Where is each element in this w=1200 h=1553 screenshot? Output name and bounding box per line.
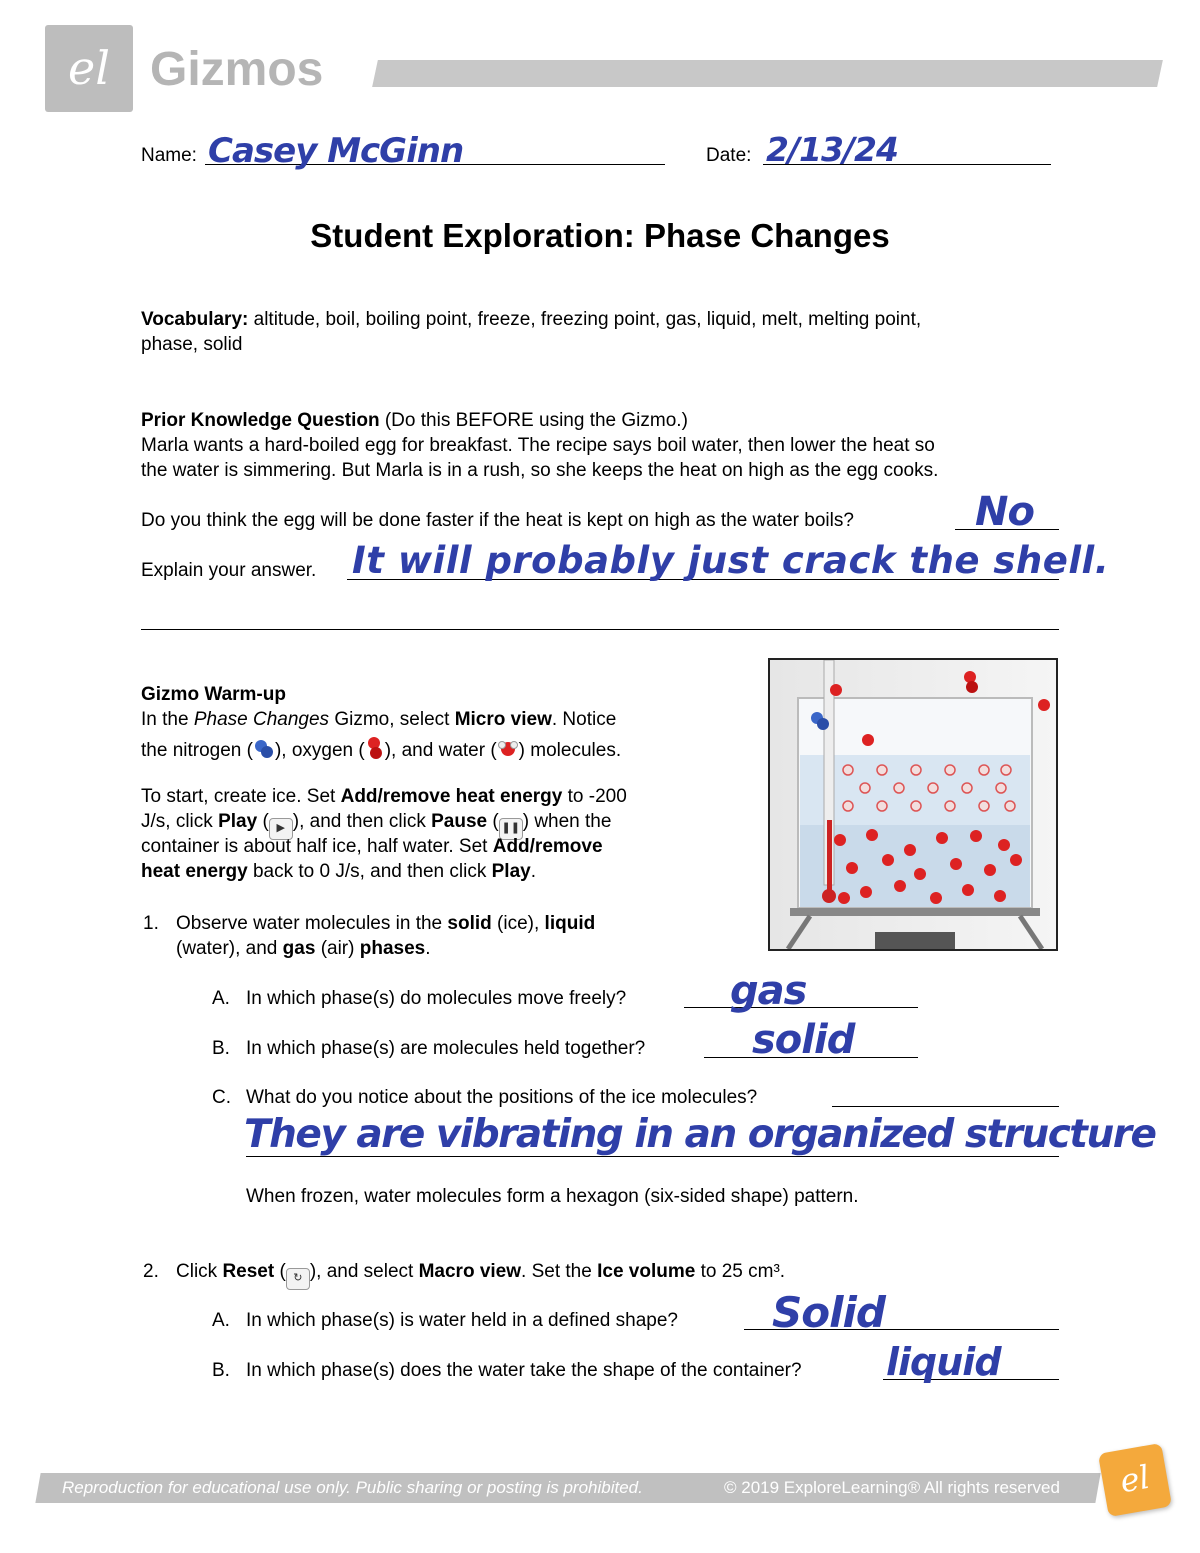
prior-line-2: the water is simmering. But Marla is in a rush, so she keeps the heat on high as the egg cooks. (141, 460, 939, 481)
oxygen-molecule-icon (365, 736, 385, 760)
vocabulary-line-1: Vocabulary: altitude, boil, boiling point, freeze, freezing point, gas, liquid, melt, melting point, (141, 309, 922, 330)
explain-label: Explain your answer. (141, 560, 317, 581)
q2-line-1: Click Reset ( ↻ ), and select Macro view. Set the Ice volume to 25 cm³. (176, 1261, 785, 1290)
pause-icon: ❚❚ (499, 818, 523, 840)
warmup-steps-line-1: To start, create ice. Set Add/remove heat energy to -200 (141, 786, 627, 807)
page-title: Student Exploration: Phase Changes (310, 217, 890, 254)
nitrogen-molecule-icon (253, 738, 275, 760)
header-bar (372, 60, 1163, 87)
beaker-scene (770, 660, 1056, 949)
q1a-answer: gas (730, 968, 807, 1014)
q2-number: 2. (143, 1261, 159, 1282)
warmup-steps-line-4: heat energy back to 0 J/s, and then click Play. (141, 861, 536, 882)
q1c-answer-line (832, 1106, 1059, 1107)
q2a-label: A. (212, 1310, 230, 1331)
logo-mark: el (68, 41, 110, 95)
gizmo-micro-view-image (768, 658, 1058, 951)
prior-heading: Prior Knowledge Question (Do this BEFORE using the Gizmo.) (141, 410, 688, 431)
name-value: Casey McGinn (208, 131, 464, 171)
footer-disclaimer: Reproduction for educational use only. Public sharing or posting is prohibited. (62, 1478, 643, 1497)
q1b-label: B. (212, 1038, 230, 1059)
warmup-steps-line-2: J/s, click Play ( ▶ ), and then click Pause ( ❚❚ ) when the (141, 811, 611, 840)
q1c-text: What do you notice about the positions of the ice molecules? (246, 1087, 758, 1108)
prior-question: Do you think the egg will be done faster if the heat is kept on high as the water boils? (141, 510, 854, 531)
q1a-text: In which phase(s) do molecules move freely? (246, 988, 627, 1009)
prior-line-1: Marla wants a hard-boiled egg for breakfast. The recipe says boil water, then lower the heat so (141, 435, 935, 456)
q2b-answer: liquid (886, 1340, 1001, 1384)
play-icon: ▶ (269, 818, 293, 840)
name-label: Name: (141, 145, 197, 166)
q2a-answer: Solid (772, 1288, 885, 1337)
q2b-text: In which phase(s) does the water take the shape of the container? (246, 1360, 802, 1381)
header-logo-box (45, 25, 133, 112)
footer-logo-mark: el (1117, 1457, 1153, 1501)
q1b-text: In which phase(s) are molecules held together? (246, 1038, 646, 1059)
reset-icon: ↻ (286, 1268, 310, 1290)
q1-number: 1. (143, 913, 159, 934)
date-label: Date: (706, 145, 752, 166)
warmup-heading: Gizmo Warm-up (141, 684, 286, 705)
brand-name: Gizmos (150, 43, 324, 96)
q1c-answer: They are vibrating in an organized structure (244, 1112, 1156, 1157)
q2b-label: B. (212, 1360, 230, 1381)
q2a-text: In which phase(s) is water held in a defined shape? (246, 1310, 678, 1331)
warmup-line-1: In the Phase Changes Gizmo, select Micro view. Notice (141, 709, 617, 730)
q1b-answer: solid (752, 1017, 855, 1063)
explain-answer: It will probably just crack the shell. (352, 539, 1110, 582)
explain-line-2 (141, 629, 1059, 630)
q1a-label: A. (212, 988, 230, 1009)
date-value: 2/13/24 (766, 130, 898, 169)
water-molecule-icon (497, 739, 519, 759)
footer-copyright: © 2019 ExploreLearning® All rights reserved (724, 1478, 1060, 1497)
footer-logo (1098, 1443, 1172, 1517)
q1c-label: C. (212, 1087, 231, 1108)
warmup-steps-line-3: container is about half ice, half water. Set Add/remove (141, 836, 603, 857)
vocabulary-line-2: phase, solid (141, 334, 243, 355)
prior-answer: No (975, 489, 1034, 535)
q1-note: When frozen, water molecules form a hexagon (six-sided shape) pattern. (246, 1186, 859, 1207)
vocabulary-label: Vocabulary: (141, 309, 249, 330)
q1-line-1: Observe water molecules in the solid (ice), liquid (176, 913, 596, 934)
warmup-line-2: the nitrogen ( ), oxygen ( ), and water ( ) molecules. (141, 736, 621, 762)
q1-line-2: (water), and gas (air) phases. (176, 938, 431, 959)
